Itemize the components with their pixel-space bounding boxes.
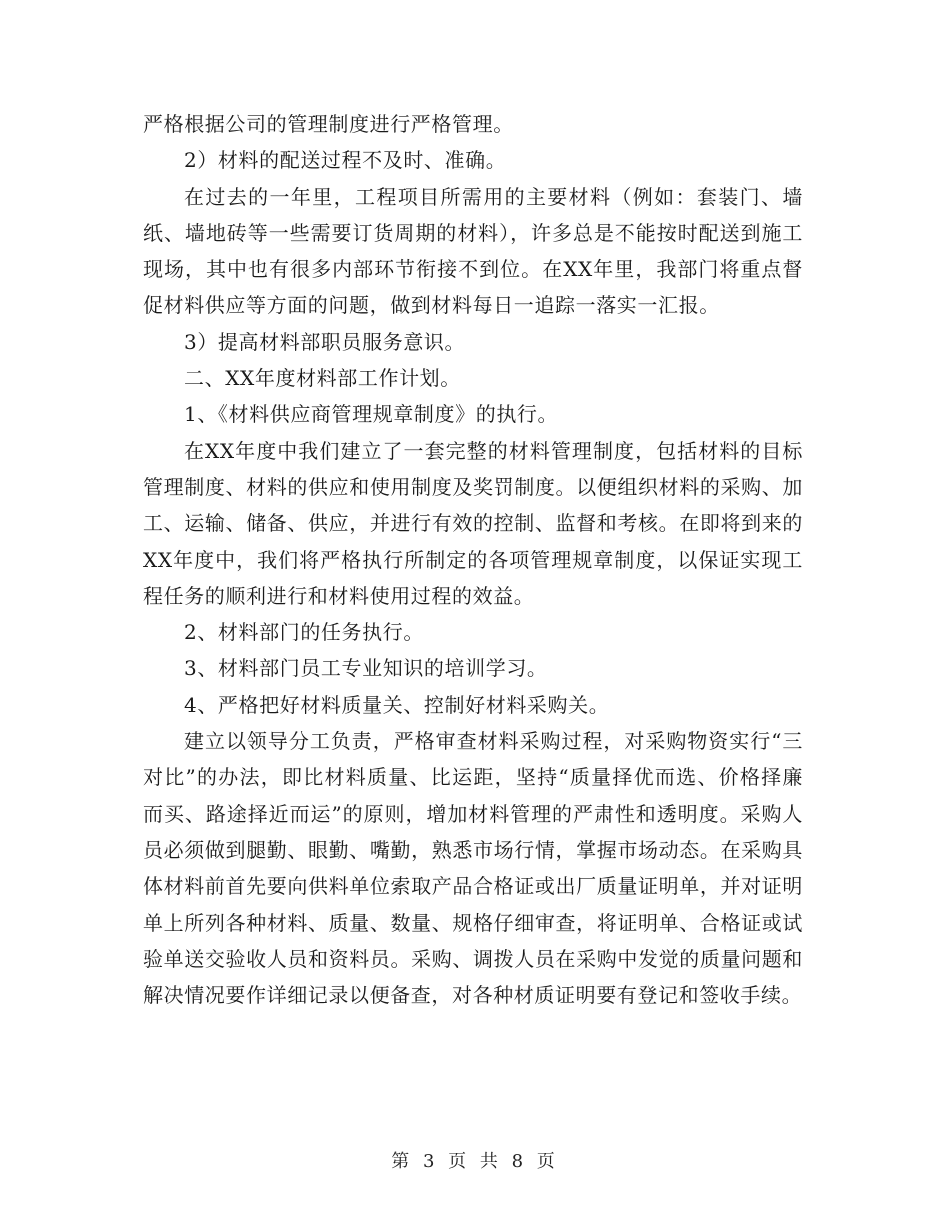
paragraph: 2）材料的配送过程不及时、准确。 — [184, 148, 507, 173]
document-body — [143, 106, 803, 1013]
section-heading: 二、XX年度材料部工作计划。 — [184, 366, 461, 391]
list-item: 1、《材料供应商管理规章制度》的执行。 — [184, 402, 559, 427]
paragraph: 严格根据公司的管理制度进行严格管理。 — [143, 112, 514, 136]
list-item: 4、严格把好材料质量关、控制好材料采购关。 — [184, 692, 610, 717]
list-item: 3、材料部门员工专业知识的培训学习。 — [184, 656, 548, 681]
paragraph: 在XX年度中我们建立了一套完整的材料管理制度，包括材料的目标管理制度、材料的供应和使用制度及奖罚制度。以便组织材料的采购、加工、运输、储备、供应，并进行有效的控制、监督和考核。在即将到来的XX年度中，我们将严格执行所制定的各项管理规章制度，以保证实现工程任务的顺利进行和材料使用过程的效益。 — [143, 438, 803, 608]
paragraph: 在过去的一年里，工程项目所需用的主要材料（例如：套装门、墙纸、墙地砖等一些需要订货周期的材料），许多总是不能按时配送到施工现场，其中也有很多内部环节衔接不到位。在XX年里，我部门将重点督促材料供应等方面的问题，做到材料每日一追踪一落实一汇报。 — [143, 184, 803, 318]
list-item: 2、材料部门的任务执行。 — [184, 620, 424, 645]
paragraph: 3）提高材料部职员服务意识。 — [184, 329, 466, 354]
paragraph: 建立以领导分工负责，严格审查材料采购过程，对采购物资实行“三对比”的办法，即比材料质量、比运距，坚持“质量择优而选、价格择廉而买、路途择近而运”的原则，增加材料管理的严肃性和透明度。采购人员必须做到腿勤、眼勤、嘴勤，熟悉市场行情，掌握市场动态。在采购具体材料前首先要向供料单位索取产品合格证或出厂质量证明单，并对证明单上所列各种材料、质量、数量、规格仔细审查，将证明单、合格证或试验单送交验收人员和资料员。采购、调拨人员在采购中发觉的质量问题和解决情况要作详细记录以便备查，对各种材质证明要有登记和签收手续。 — [143, 729, 803, 1008]
page-number-footer: 第 3 页 共 8 页 — [391, 1151, 559, 1172]
